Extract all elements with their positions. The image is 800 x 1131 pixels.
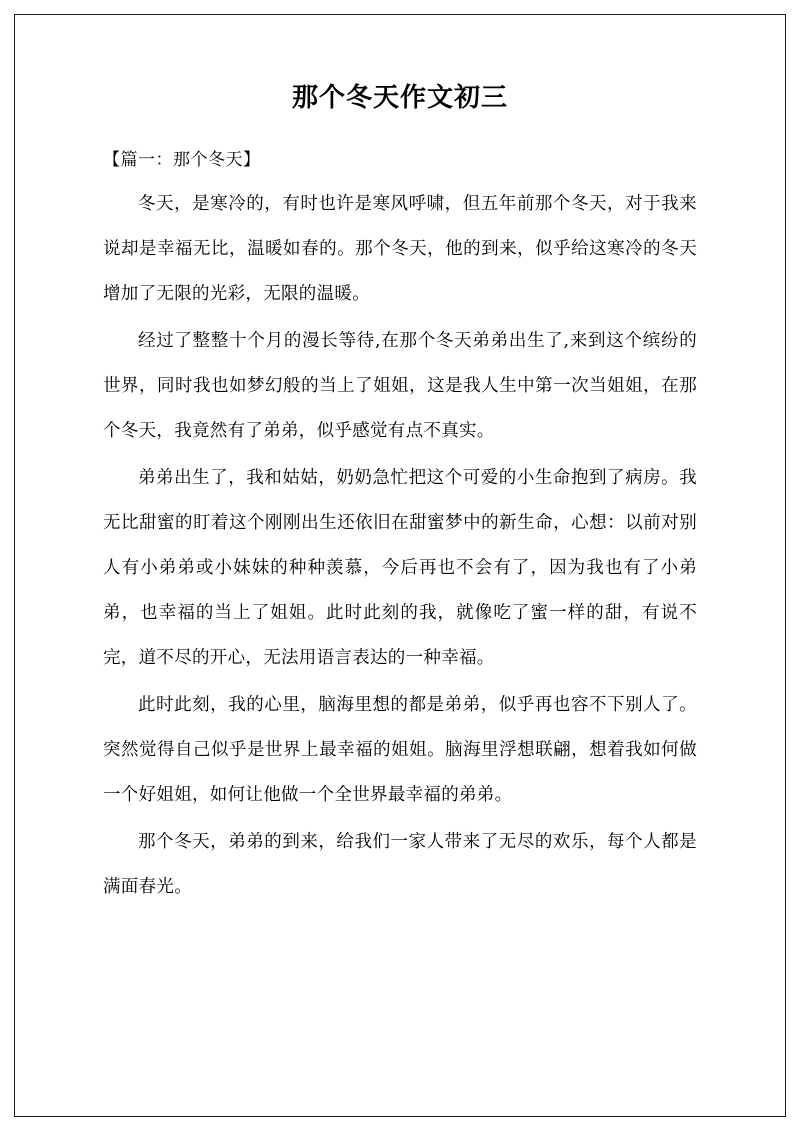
paragraph: 弟弟出生了，我和姑姑，奶奶急忙把这个可爱的小生命抱到了病房。我无比甜蜜的盯着这个刚刚出生还依旧在甜蜜梦中的新生命，心想：以前对别人有小弟弟或小妹妹的种种羡慕，今后再也不会有了，因为我也有了小弟弟，也幸福的当上了姐姐。此时此刻的我，就像吃了蜜一样的甜，有说不完，道不尽的开心，无法用语言表达的一种幸福。	[103, 468, 697, 668]
document-content	[103, 78, 697, 912]
paragraph: 此时此刻，我的心里，脑海里想的都是弟弟，似乎再也容不下别人了。突然觉得自己似乎是世界上最幸福的姐姐。脑海里浮想联翩，想着我如何做一个好姐姐，如何让他做一个全世界最幸福的弟弟。	[103, 695, 697, 805]
page-title: 那个冬天作文初三	[291, 83, 508, 113]
section-heading: 【篇一：那个冬天】	[103, 150, 261, 170]
paragraph: 经过了整整十个月的漫长等待,在那个冬天弟弟出生了,来到这个缤纷的世界，同时我也如梦幻般的当上了姐姐，这是我人生中第一次当姐姐，在那个冬天，我竟然有了弟弟，似乎感觉有点不真实。	[103, 331, 697, 441]
paragraph: 冬天，是寒冷的，有时也许是寒风呼啸，但五年前那个冬天，对于我来说却是幸福无比，温暖如春的。那个冬天，他的到来，似乎给这寒冷的冬天增加了无限的光彩，无限的温暖。	[103, 194, 697, 304]
paragraph: 那个冬天，弟弟的到来，给我们一家人带来了无尽的欢乐，每个人都是满面春光。	[103, 832, 697, 897]
